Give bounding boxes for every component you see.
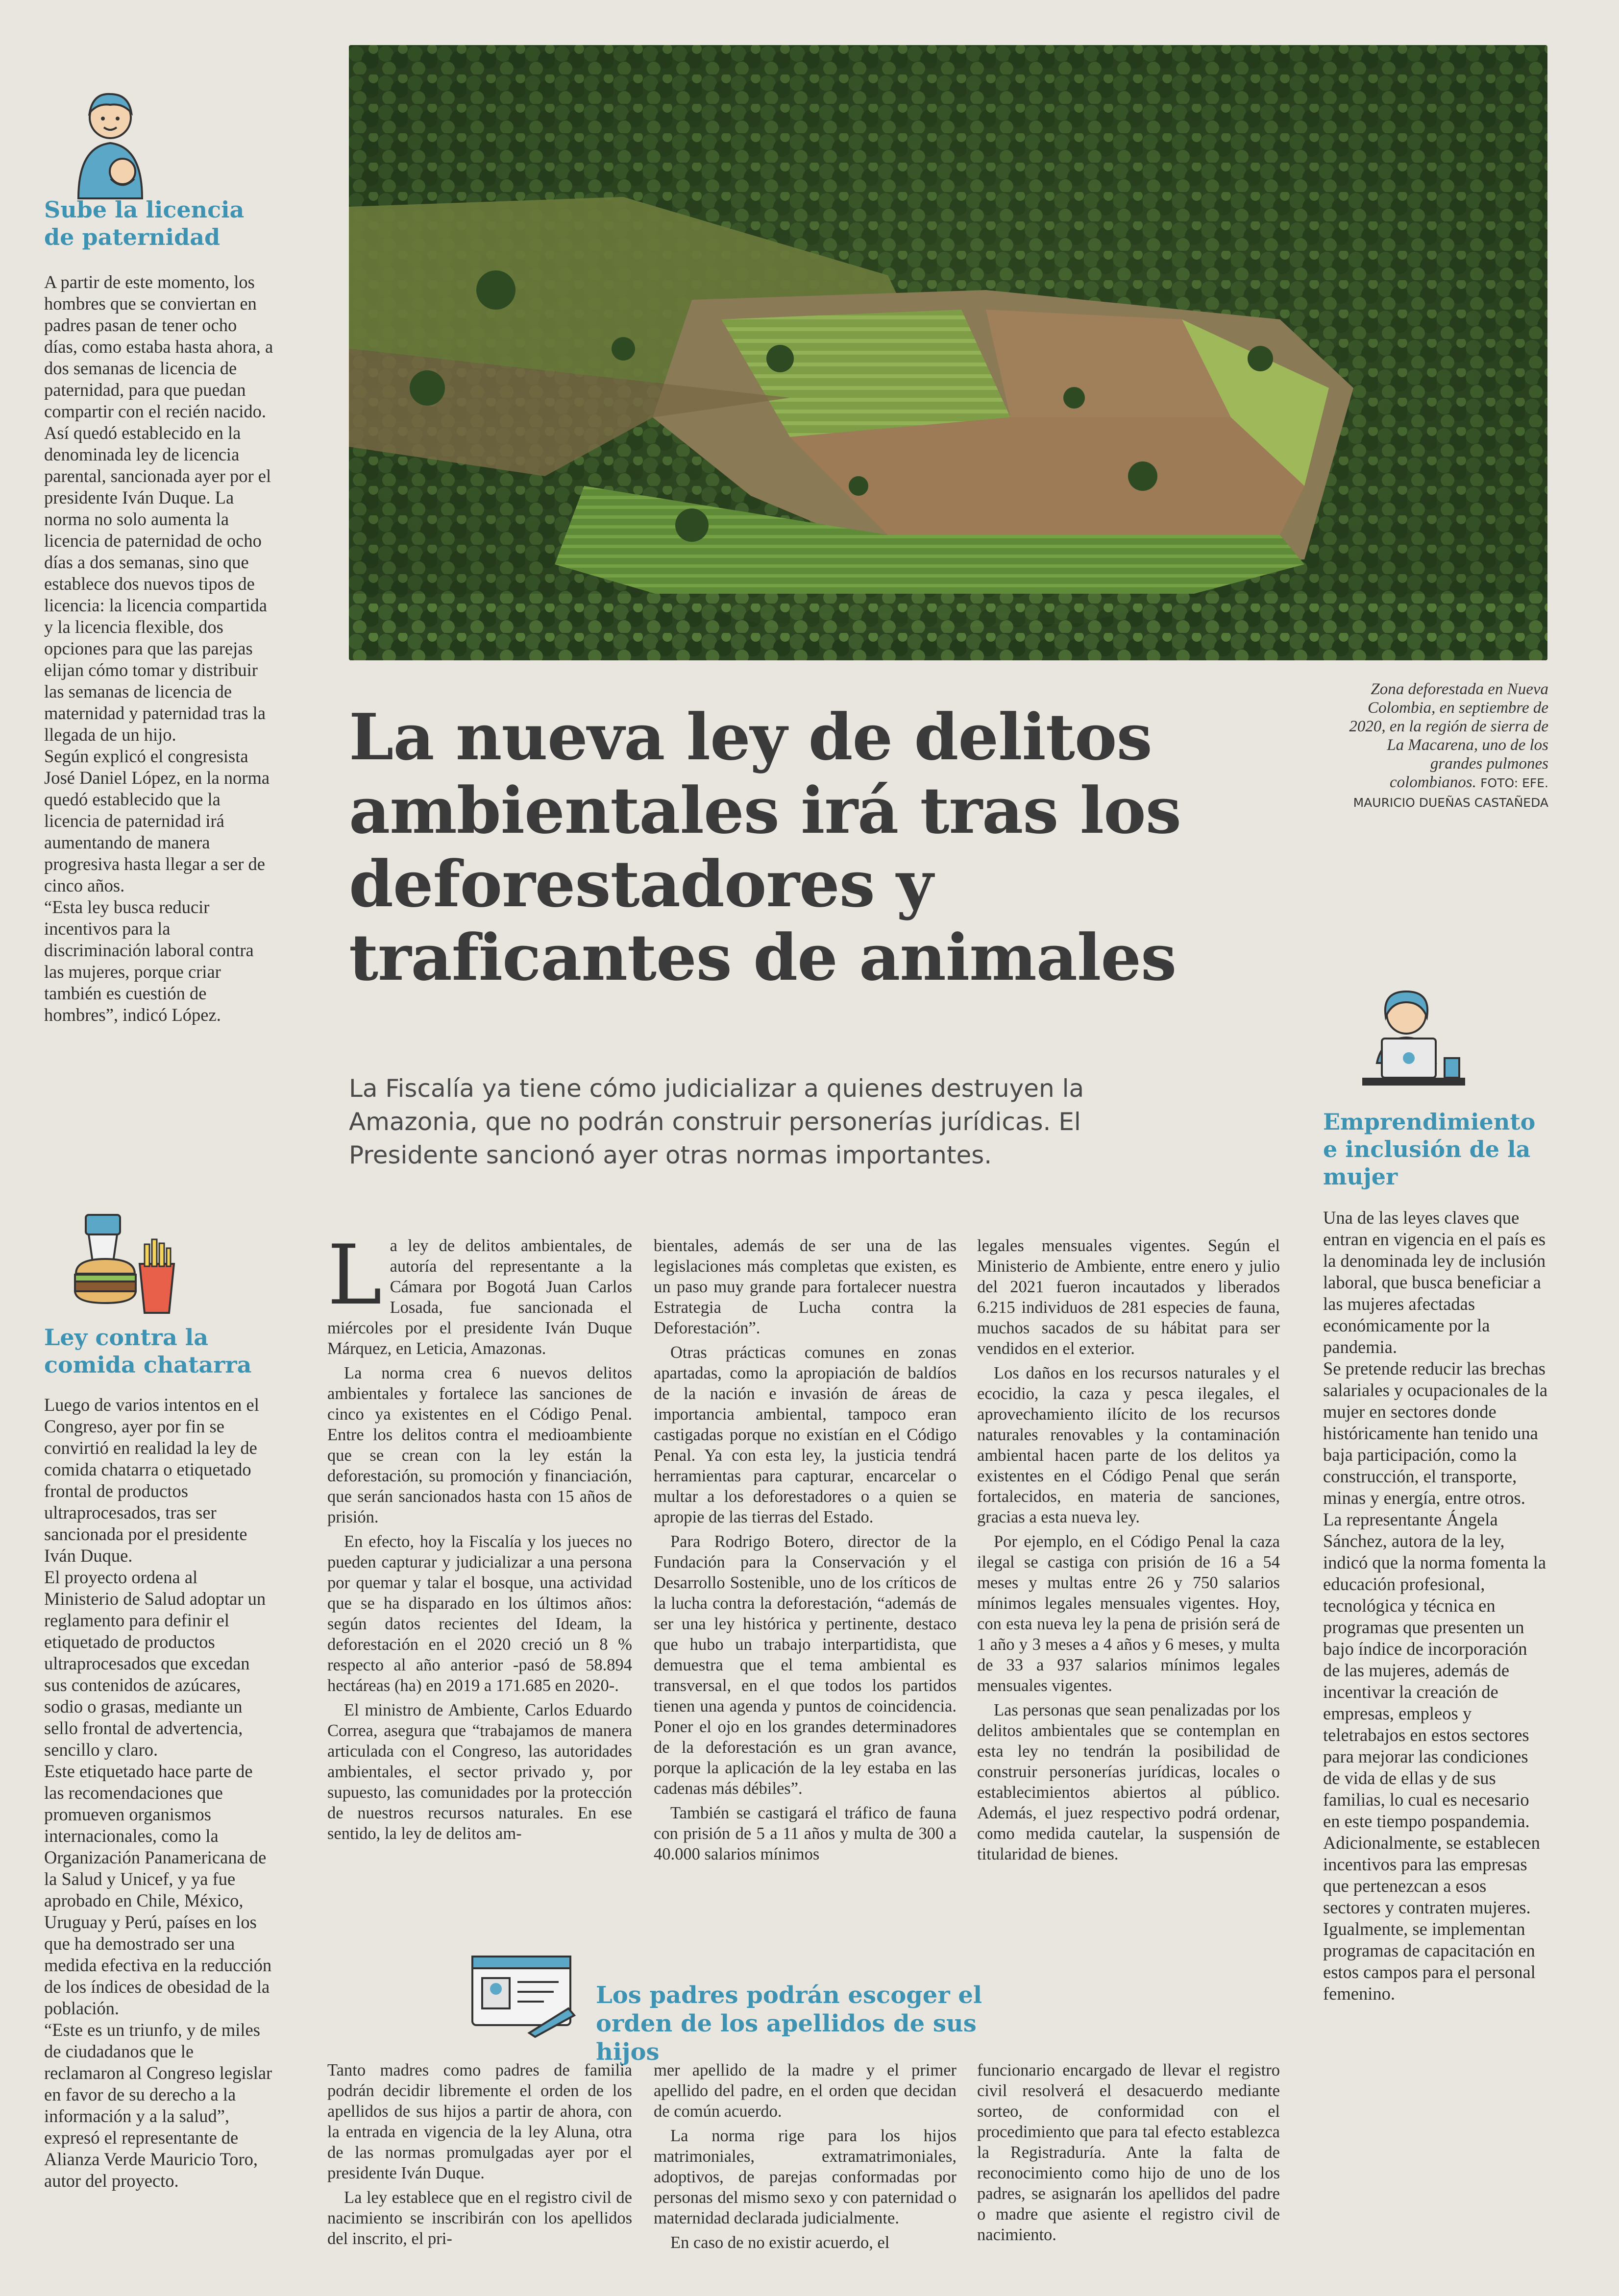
article-paragraph: legales mensuales vigentes. Según el Ministerio de Ambiente, entre enero y julio del 2021 fueron incautados y liberados 6.215 individuos de 281 especies de fauna, muchos sacados de su hábitat para ser vendidos en el exterior.	[977, 1236, 1280, 1358]
sidebar-title: Emprendimiento e inclusión de la mujer	[1323, 1109, 1536, 1190]
sidebar-paragraph: Se pretende reducir las brechas salariales y ocupacionales de la mujer en sectores donde históricamente han tenido una baja participación, como la construcción, el transporte, minas y energía, entre otros.	[1323, 1358, 1548, 1508]
sidebar-paragraph: Luego de varios intentos en el Congreso, ayer por fin se convirtió en realidad la ley de comida chatarra o etiquetado frontal de productos ultraprocesados, tras ser sancionada por el presidente Iván Duque.	[44, 1395, 259, 1566]
article-paragraph: funcionario encargado de llevar el registro civil resolverá el desacuerdo mediante sorteo, de conformidad con el procedimiento que para tal efecto establezca la Registraduría. Ante la falta de reconocimiento como hijo de uno de los padres, se asignarán los apellidos del padre o madre que asiente el registro civil de nacimiento.	[977, 2061, 1280, 2244]
sidebar-title: Sube la licencia de paternidad	[44, 196, 245, 250]
bleed-through-masthead	[515, 0, 1103, 29]
article-paragraph: En efecto, hoy la Fiscalía y los jueces no pueden capturar y judicializar a una persona por quemar y talar el bosque, una actividad que se ha disparado en los últimos años: según datos recientes del Ideam, la deforestación en el 2020 creció un 8 % respecto al año anterior -pasó de 58.894 hectáreas (ha) en 2019 a 171.685 en 2020-.	[327, 1532, 632, 1695]
article-paragraph: Por ejemplo, en el Código Penal la caza ilegal se castiga con prisión de 16 a 54 meses y multas entre 26 y 750 salarios mínimos legales mensuales vigentes. Hoy, con esta nueva ley la pena de prisión será de 1 año y 3 meses a 4 años y 6 meses, y multa de 33 a 937 salarios mínimos legales mensuales vigentes.	[977, 1532, 1280, 1695]
sidebar-paragraph: Según explicó el congresista José Daniel López, en la norma quedó establecido que la licencia de paternidad irá aumentando de manera progresiva hasta llegar a ser de cinco años.	[44, 746, 270, 895]
apellidos-column-2	[654, 2060, 957, 2257]
article-paragraph: También se castigará el tráfico de fauna con prisión de 5 a 11 años y multa de 300 a 40.000 salarios mínimos	[654, 1804, 957, 1863]
article-paragraph: En caso de no existir acuerdo, el	[670, 2233, 890, 2252]
sidebar-paragraph: Este etiquetado hace parte de las recomendaciones que promueven organismos internacionales, como la Organización Panamericana de la Salud y Unicef, y ya fue aprobado en Chile, México, Uruguay y Perú, países en los que ha demostrado ser una medida efectiva en la reducción de los índices de obesidad de la población.	[44, 1761, 272, 2018]
article-paragraph: La ley de delitos ambientales, de autoría del representante a la Cámara por Bogotá Juan Carlos Losada, fue sancionada el miércoles por el presidente Iván Duque Márquez, en Leticia, Amazonas.	[327, 1227, 632, 1358]
father-baby-icon	[74, 88, 147, 201]
article-column-1	[327, 1227, 632, 1848]
deforestation-photo	[349, 45, 1547, 660]
sidebar-paragraph: Así quedó establecido en la denominada ley de licencia parental, sancionada ayer por el presidente Iván Duque. La norma no solo aumenta la licencia de paternidad de ocho días a dos semanas, sino que establece dos nuevos tipos de licencia: la licencia compartida y la licencia flexible, dos opciones para que las parejas elijan cómo tomar y distribuir las semanas de licencia de maternidad y paternidad tras la llegada de un hijo.	[44, 423, 271, 745]
article-paragraph: mer apellido de la madre y el primer apellido del padre, en el orden que decidan de común acuerdo.	[654, 2061, 957, 2121]
article-paragraph: Los daños en los recursos naturales y el ecocidio, la caza y pesca ilegales, el aprovechamiento ilícito de los recursos naturales renovables y la contaminación ambiental hacen parte de los delitos ya existentes en el Código Penal que serán fortalecidos, en materia de sanciones, gracias a esta nueva ley.	[977, 1364, 1280, 1526]
drop-cap: L	[327, 1227, 382, 1323]
apellidos-header	[470, 1955, 1107, 2066]
sidebar-paragraph: A partir de este momento, los hombres que se conviertan en padres pasan de tener ocho días, como estaba hasta ahora, a dos semanas de licencia de paternidad, para que puedan compartir con el recién nacido.	[44, 272, 273, 421]
headline: La nueva ley de delitos ambientales irá tras los deforestadores y traficantes de animales	[349, 700, 1181, 995]
photo-caption-text: Zona deforestada en Nueva Colombia, en septiembre de 2020, en la región de sierra de La Macarena, uno de los grandes pulmones colombianos.	[1349, 680, 1548, 791]
sidebar-paragraph: Una de las leyes claves que entran en vigencia en el país es la denominada ley de inclusión laboral, que busca beneficiar a las mujeres afectadas económicamente por la pandemia.	[1323, 1208, 1546, 1357]
id-document-icon	[470, 1955, 578, 2038]
sidebar-paragraph: “Este es un triunfo, y de miles de ciudadanos que le reclamaron al Congreso legislar en favor de su derecho a la información y a la salud”, expresó el representante de Alianza Verde Mauricio Toro, autor del proyecto.	[44, 2020, 272, 2191]
sidebar-paragraph: “Esta ley busca reducir incentivos para la discriminación laboral contra las mujeres, porque criar también es cuestión de hombres”, indicó López.	[44, 897, 254, 1025]
lead-paragraph: La Fiscalía ya tiene cómo judicializar a quienes destruyen la Amazonia, que no podrán construir personerías jurídicas. El Presidente sancionó ayer otras normas importantes.	[349, 1074, 1084, 1169]
woman-laptop-icon	[1362, 985, 1480, 1097]
sidebar-paragraph: El proyecto ordena al Ministerio de Salud adoptar un reglamento para definir el etiquetado de productos ultraprocesados que excedan sus contenidos de azúcares, sodio o grasas, mediante un sello frontal de advertencia, sencillo y claro.	[44, 1567, 266, 1760]
article-paragraph: La ley establece que en el registro civil de nacimiento se inscribirán con los apellidos del inscrito, el pri-	[327, 2188, 632, 2248]
article-paragraph: Las personas que sean penalizadas por los delitos ambientales que se contemplan en esta ley no tendrán la posibilidad de construir personerías jurídicas, locales o establecimientos abiertos al público. Además, el juez respectivo podrá ordenar, como medida cautelar, la suspensión de titularidad de bienes.	[977, 1701, 1280, 1863]
article-paragraph: La norma crea 6 nuevos delitos ambientales y fortalece las sanciones de cinco ya existentes en el Código Penal. Entre los delitos contra el medioambiente que se crean con la ley están la deforestación, su promoción y financiación, que serán sancionados hasta con 15 años de prisión.	[327, 1364, 632, 1526]
apellidos-column-1	[327, 2060, 632, 2253]
apellidos-column-3	[977, 2060, 1280, 2249]
article-paragraph: Tanto madres como padres de familia podrán decidir libremente el orden de los apellidos de sus hijos a partir de ahora, con la entrada en vigencia de la ley Aluna, otra de las normas promulgadas ayer por el presidente Iván Duque.	[327, 2061, 632, 2182]
sidebar-paragraph: La representante Ángela Sánchez, autora de la ley, indicó que la norma fomenta la educación profesional, tecnológica y técnica en programas que presenten un bajo índice de incorporación de las mujeres, además de incentivar la creación de empresas, empleos y teletrabajos en estos sectores para mejorar las condiciones de vida de ellas y de sus familias, lo cual es necesario en este tiempo pospandemia.	[1323, 1509, 1546, 1831]
sidebar-paternidad	[44, 88, 274, 1026]
article-paragraph: La norma rige para los hijos matrimoniales, extramatrimoniales, adoptivos, de parejas conformadas por personas del mismo sexo y con paternidad o maternidad declarada judicialmente.	[654, 2127, 957, 2227]
article-paragraph: bientales, además de ser una de las legislaciones más completas que existen, es un paso muy grande para fortalecer nuestra Estrategia de Lucha contra la Deforestación”.	[654, 1236, 957, 1337]
article-paragraph: Otras prácticas comunes en zonas apartadas, como la apropiación de baldíos de la nación e invasión de áreas de importancia ambiental, tampoco eran castigadas porque no existían en el Código Penal. Ya con esta ley, la justicia tendrá herramientas para capturar, encarcelar o multar a los deforestadores o a quien se apropie de las tierras del Estado.	[654, 1343, 957, 1526]
article-column-3	[977, 1235, 1280, 1868]
apellidos-title: Los padres podrán escoger el orden de los apellidos de sus hijos	[596, 1982, 982, 2066]
photo-illustration	[349, 45, 1547, 660]
sidebar-title: Ley contra la comida chatarra	[44, 1324, 252, 1378]
article-paragraph: El ministro de Ambiente, Carlos Eduardo Correa, asegura que “trabajamos de manera articulada con el Congreso, las autoridades ambientales, el sector privado y, por supuesto, las comunidades por la protección de nuestros recursos naturales. En ese sentido, la ley de delitos am-	[327, 1701, 632, 1843]
photo-credit: FOTO: EFE. MAURICIO DUEÑAS CASTAÑEDA	[1353, 776, 1548, 810]
junk-food-icon	[71, 1210, 179, 1318]
article-column-2	[654, 1235, 957, 1868]
photo-caption	[1343, 680, 1548, 812]
article-paragraph: Para Rodrigo Botero, director de la Fundación para la Conservación y el Desarrollo Sostenible, uno de los críticos de la lucha contra la deforestación, “además de ser una ley histórica y pertinente, destaco que hubo un trabajo interpartidista, que demuestra que el tema ambiental es transversal, en el que todos los partidos tienen una agenda y puntos de coincidencia. Poner el ojo en los grandes determinadores de la deforestación es un gran avance, porque la aplicación de la ley estaba en las cadenas más débiles”.	[654, 1532, 957, 1798]
sidebar-paragraph: Adicionalmente, se establecen incentivos para las empresas que pertenezcan a esos sectores y contraten mujeres. Igualmente, se implementan programas de capacitación en estos campos para el personal femenino.	[1323, 1833, 1540, 2004]
sidebar-emprendimiento	[1323, 985, 1548, 2005]
sidebar-comida-chatarra	[44, 1210, 274, 2192]
